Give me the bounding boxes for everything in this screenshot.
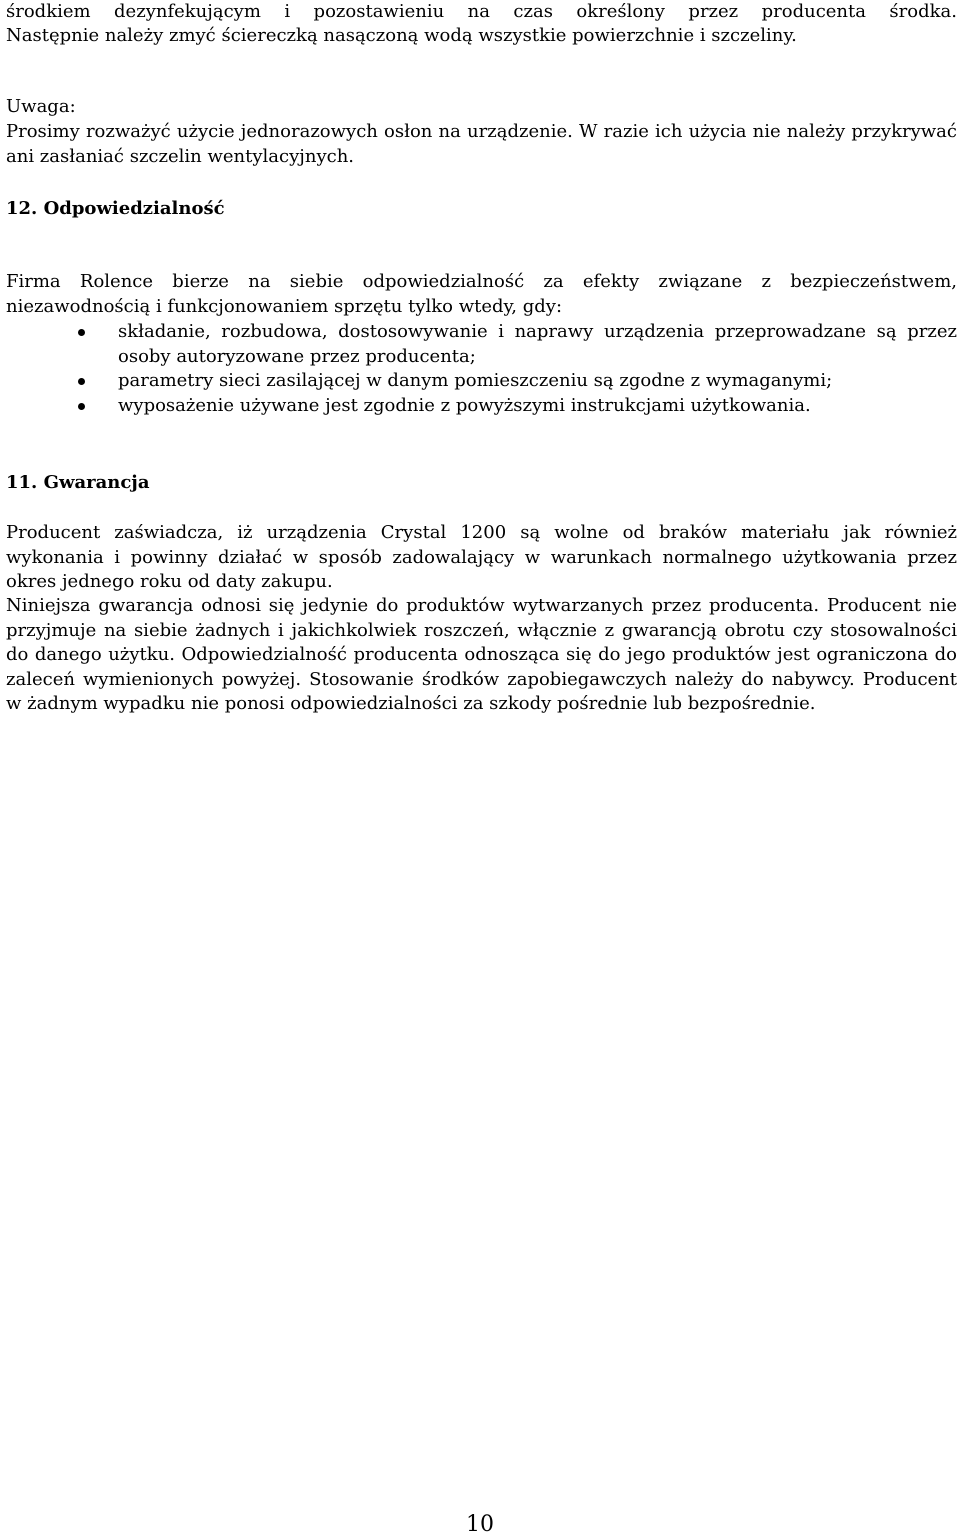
top-line-1: środkiem dezynfekującym i pozostawieniu na czas określony przez producenta środka.: [6, 1, 957, 22]
bullet-icon: [78, 329, 85, 336]
bullet-text: parametry sieci zasilającej w danym pomieszczeniu są zgodne z wymaganymi;: [118, 370, 833, 391]
section-12-bullet-list: [6, 320, 957, 418]
bullet-item: [6, 394, 957, 419]
top-line-2: Następnie należy zmyć ściereczką nasączoną wodą wszystkie powierzchnie i szczeliny.: [6, 25, 797, 46]
bullet-icon: [78, 378, 85, 385]
bullet-item: [6, 320, 957, 369]
bullet-item: [6, 369, 957, 394]
note-text: Prosimy rozważyć użycie jednorazowych osłon na urządzenie. W razie ich użycia nie należy przykrywać ani zasłaniać szczelin wentylacyjnych.: [6, 121, 957, 167]
page-number: 10: [466, 1512, 494, 1537]
section-12-intro: Firma Rolence bierze na siebie odpowiedzialność za efekty związane z bezpieczeństwem, niezawodnością i funkcjonowaniem sprzętu tylko wtedy, gdy:: [6, 271, 957, 317]
bullet-icon: [78, 403, 85, 410]
bullet-text: składanie, rozbudowa, dostosowywanie i naprawy urządzenia przeprowadzane są przez osoby autoryzowane przez producenta;: [118, 321, 957, 367]
section-11-paragraph-2: Niniejsza gwarancja odnosi się jedynie do produktów wytwarzanych przez producenta. Producent nie przyjmuje na siebie żadnych i jakichkolwiek roszczeń, włącznie z gwarancją obrotu czy stosowalności do danego użytku. Odpowiedzialność producenta odnosząca się do jego produktów jest ograniczona do zaleceń wymienionych powyżej. Stosowanie środków zapobiegawczych należy do nabywcy. Producent w żadnym wypadku nie ponosi odpowiedzialności za szkody pośrednie lub bezpośrednie.: [6, 595, 957, 714]
note-label: Uwaga:: [6, 96, 76, 117]
section-11-heading: 11. Gwarancja: [6, 472, 150, 493]
section-12-heading: 12. Odpowiedzialność: [6, 198, 225, 219]
section-11-paragraph-1: Producent zaświadcza, iż urządzenia Crystal 1200 są wolne od braków materiału jak również wykonania i powinny działać w sposób zadowalający w warunkach normalnego użytkowania przez okres jednego roku od daty zakupu.: [6, 522, 957, 592]
bullet-text: wyposażenie używane jest zgodnie z powyższymi instrukcjami użytkowania.: [118, 394, 811, 416]
